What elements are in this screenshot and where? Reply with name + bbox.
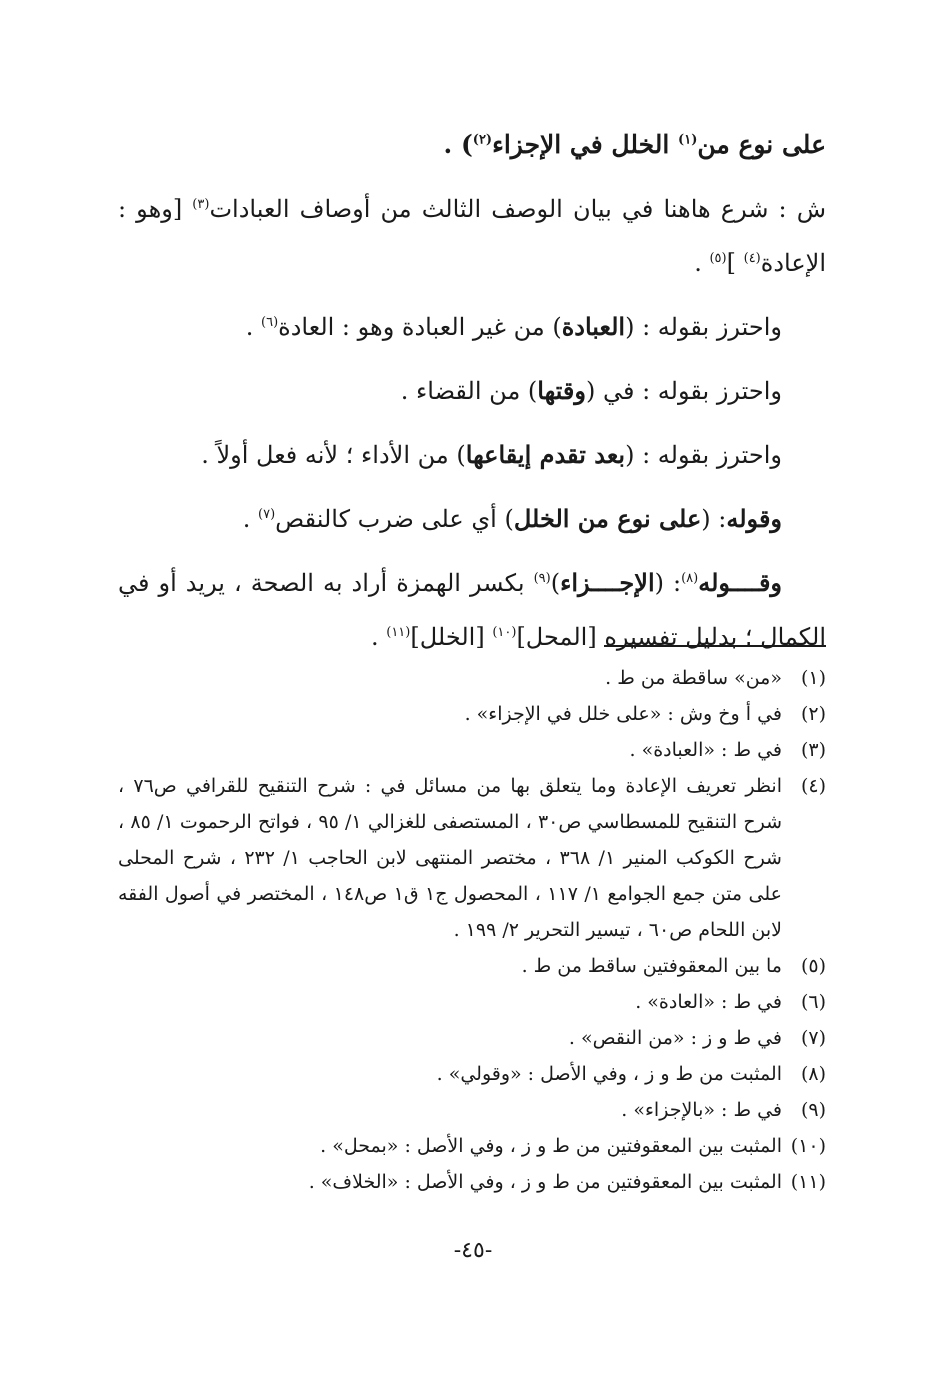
text-span: ) من القضاء .	[400, 377, 538, 405]
footnote-text: في ط : «العادة» .	[635, 991, 782, 1013]
footnote-item	[118, 1164, 826, 1200]
footnote-ref: (١)	[678, 132, 698, 148]
footnote-number: (٧)	[800, 1027, 826, 1049]
footnote-ref: (٤)	[743, 251, 761, 266]
footnote-item	[118, 1128, 826, 1164]
footnote-item	[118, 768, 826, 948]
bold-term: وقــــوله	[698, 568, 782, 597]
footnote-ref: (٢)	[472, 132, 493, 148]
footnote-ref: (٥)	[709, 251, 727, 266]
footnote-item	[118, 696, 826, 732]
footnote-number: (٤)	[800, 775, 826, 797]
footnote-ref: (٦)	[261, 315, 279, 330]
text-span: : (	[701, 505, 727, 533]
footnote-text: المثبت بين المعقوفتين من ط و ز ، وفي الأصل : «الخلاف» .	[308, 1171, 782, 1193]
footnote-number: (٦)	[800, 991, 826, 1013]
footnote-text: في ط : «بالإجزاء» .	[621, 1099, 782, 1121]
page-number: -٤٥-	[453, 1238, 493, 1263]
text-span: ش : شرع هاهنا في بيان الوصف الثالث من أوصاف العبادات	[209, 195, 827, 223]
bold-term: على نوع من الخلل	[513, 504, 702, 533]
paragraph-2	[118, 300, 826, 354]
footnote-text: في أ وخ وش : «على خلل في الإجزاء» .	[464, 703, 782, 725]
footnote-separator	[604, 645, 826, 647]
bold-term: الإجــــزاء	[560, 568, 655, 597]
text-span: [الخلل]	[410, 623, 493, 651]
footnote-text: ما بين المعقوفتين ساقط من ط .	[521, 955, 782, 977]
text-span: ) من الأداء ؛ لأنه فعل أولاً .	[201, 441, 466, 469]
text-span: واحترز بقوله : في (	[585, 377, 782, 405]
footnote-number: (٩)	[800, 1099, 826, 1121]
text-span: ) أي على ضرب كالنقص	[275, 505, 514, 533]
footnote-text: المثبت من ط و ز ، وفي الأصل : «وقولي» .	[436, 1063, 782, 1085]
text-span: على نوع من	[697, 130, 826, 159]
footnotes	[118, 660, 826, 1200]
footnote-item	[118, 1020, 826, 1056]
text-span: .	[370, 623, 387, 651]
text-span: .	[694, 249, 710, 277]
bold-term: العبادة	[561, 312, 626, 341]
bold-term: وقوله	[726, 504, 782, 533]
bold-term: بعد تقدم إيقاعها	[465, 440, 626, 469]
text-span: واحترز بقوله : (	[625, 313, 782, 341]
footnote-ref: (٩)	[533, 571, 551, 586]
text-span: .	[245, 313, 262, 341]
paragraph-5	[118, 492, 826, 546]
footnote-number: (٥)	[800, 955, 826, 977]
footnote-number: (١)	[800, 667, 826, 689]
footnote-number: (٢)	[800, 703, 826, 725]
text-span: [وهو : الإعادة	[118, 195, 826, 277]
footnote-ref: (٣)	[192, 197, 210, 212]
footnote-ref: (٧)	[258, 507, 276, 522]
footnote-number: (١١)	[790, 1171, 826, 1193]
footnote-ref: (٨)	[681, 571, 699, 586]
footnote-item	[118, 660, 826, 696]
footnote-item	[118, 732, 826, 768]
footnote-number: (١٠)	[790, 1135, 826, 1157]
footnote-item	[118, 1092, 826, 1128]
bold-term: وقتها	[537, 376, 586, 405]
footnote-item	[118, 948, 826, 984]
main-text	[118, 118, 826, 664]
footnote-item	[118, 984, 826, 1020]
text-span: واحترز بقوله : (	[625, 441, 782, 469]
footnote-item	[118, 1056, 826, 1092]
text-span: ) .	[443, 130, 473, 159]
heading-line	[118, 118, 826, 172]
footnote-text: في ط : «العبادة» .	[629, 739, 782, 761]
text-span: بكسر الهمزة أراد به الصحة ، يريد أو في الكمال ؛ بدليل تفسيره [المحل]	[118, 569, 826, 651]
footnote-text: المثبت بين المعقوفتين من ط و ز ، وفي الأصل : «بمحل» .	[320, 1135, 782, 1157]
paragraph-6	[118, 556, 826, 664]
footnote-text: «من» ساقطة من ط .	[605, 667, 782, 689]
footnote-number: (٣)	[800, 739, 826, 761]
text-span: ]	[726, 249, 744, 277]
text-span: ) من غير العبادة وهو : العادة	[278, 313, 562, 341]
text-span: )	[550, 569, 561, 597]
footnote-ref: (١١)	[386, 625, 411, 640]
text-span: .	[242, 505, 259, 533]
footnote-text: في ط و ز : «من النقص» .	[568, 1027, 782, 1049]
footnote-ref: (١٠)	[492, 625, 517, 640]
text-span: الخلل في الإجزاء	[492, 130, 679, 159]
paragraph-3	[118, 364, 826, 418]
footnote-text: انظر تعريف الإعادة وما يتعلق بها من مسائل في : شرح التنقيح للقرافي ص٧٦ ، شرح التنقيح للمسطاسي ص٣٠ ، المستصفى للغزالي ١/ ٩٥ ، فواتح الرحموت ١/ ٨٥ ، شرح الكوكب المنير ١/ ٣٦٨ ، مختصر المنتهى لابن الحاجب ١/ ٢٣٢ ، شرح المحلى على متن جمع الجوامع ١/ ١١٧ ، المحصول ج١ ق١ ص١٤٨ ، المختصر في أصول الفقه لابن اللحام ص٦٠ ، تيسير التحرير ٢/ ١٩٩ .	[118, 775, 783, 941]
footnote-number: (٨)	[800, 1063, 826, 1085]
text-span: : (	[654, 569, 682, 597]
paragraph-1	[118, 182, 826, 290]
paragraph-4	[118, 428, 826, 482]
